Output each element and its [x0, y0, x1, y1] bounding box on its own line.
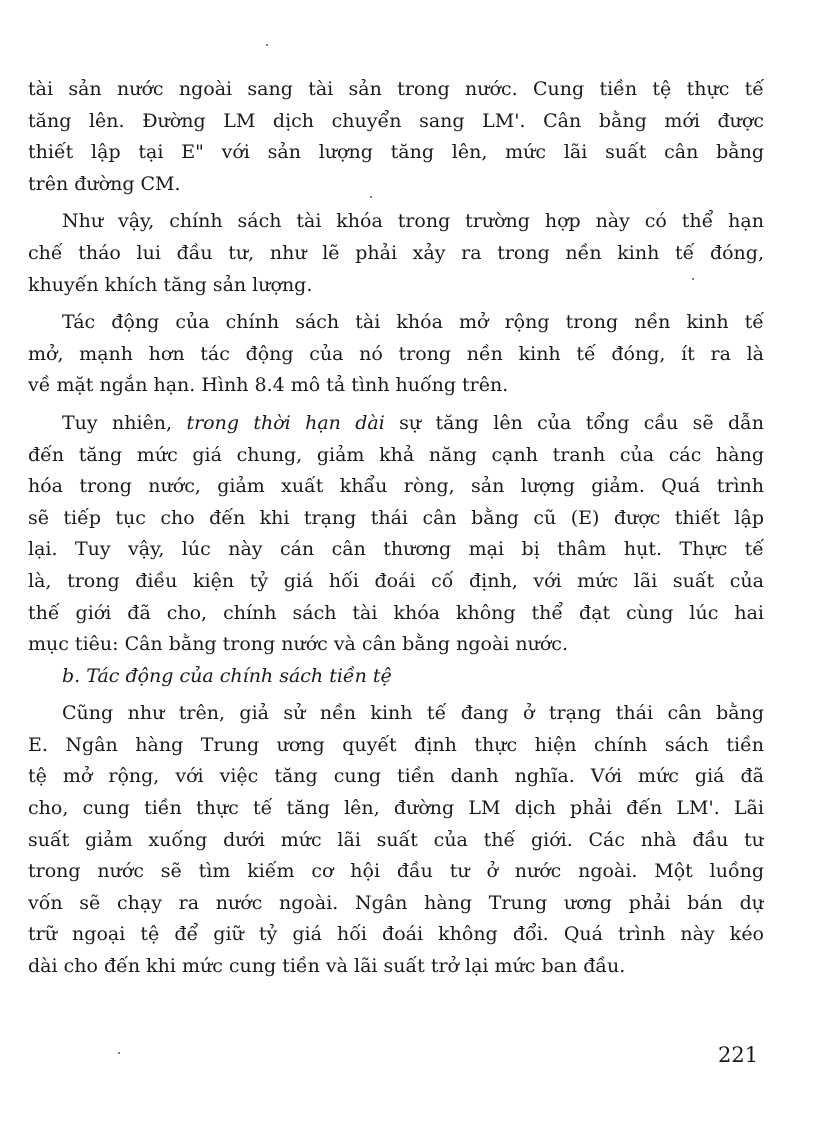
text-line: tăng lên. Đường LM dịch chuyển sang LM'. Cân bằng mới được: [28, 109, 764, 132]
text-line: cho, cung tiền thực tế tăng lên, đường LM dịch phải đến LM'. Lãi: [28, 797, 764, 820]
text-span: sự tăng lên của tổng cầu sẽ dẫn: [384, 411, 764, 434]
paragraph-3: [28, 307, 764, 402]
text-line: là, trong điều kiện tỷ giá hối đoái cố định, với mức lãi suất của: [28, 569, 764, 592]
scan-speck: [370, 196, 372, 198]
paragraph-1: [28, 74, 764, 200]
text-line: vốn sẽ chạy ra nước ngoài. Ngân hàng Trung ương phải bán dự: [28, 891, 764, 914]
text-line: trên đường CM.: [28, 172, 181, 195]
page-number: 221: [718, 1043, 759, 1067]
text-line: trong nước sẽ tìm kiếm cơ hội đầu tư ở nước ngoài. Một luồng: [28, 860, 764, 883]
text-line: hóa trong nước, giảm xuất khẩu ròng, sản lượng giảm. Quá trình: [28, 475, 764, 498]
text-line: Tác động của chính sách tài khóa mở rộng trong nền kinh tế: [62, 311, 764, 334]
text-line: về mặt ngắn hạn. Hình 8.4 mô tả tình huống trên.: [28, 374, 509, 397]
paragraph-4: [28, 408, 764, 661]
paragraph-2: [28, 206, 764, 301]
italic-emphasis: trong thời hạn dài: [186, 411, 385, 434]
text-line: tệ mở rộng, với việc tăng cung tiền danh nghĩa. Với mức giá đã: [28, 765, 764, 788]
text-line: mục tiêu: Cân bằng trong nước và cân bằng ngoài nước.: [28, 633, 568, 656]
page-body: [28, 74, 764, 983]
text-line: tài sản nước ngoài sang tài sản trong nước. Cung tiền tệ thực tế: [28, 78, 764, 100]
text-line: trữ ngoại tệ để giữ tỷ giá hối đoái không đổi. Quá trình này kéo: [28, 923, 764, 946]
text-line: thiết lập tại E" với sản lượng tăng lên, mức lãi suất cân bằng: [28, 141, 764, 164]
text-span: Tuy nhiên,: [62, 411, 187, 434]
section-heading: b. Tác động của chính sách tiền tệ: [62, 664, 392, 687]
text-line: dài cho đến khi mức cung tiền và lãi suất trở lại mức ban đầu.: [28, 955, 626, 978]
text-line-mixed: [28, 408, 764, 440]
text-line: chế tháo lui đầu tư, như lẽ phải xảy ra trong nền kinh tế đóng,: [28, 241, 764, 264]
scan-speck: [692, 278, 694, 280]
text-line: Cũng như trên, giả sử nền kinh tế đang ở trạng thái cân bằng: [62, 702, 764, 725]
text-line: thế giới đã cho, chính sách tài khóa không thể đạt cùng lúc hai: [28, 601, 764, 624]
text-line: sẽ tiếp tục cho đến khi trạng thái cân bằng cũ (E) được thiết lập: [28, 506, 764, 529]
scan-speck: [118, 1052, 120, 1054]
text-line: khuyến khích tăng sản lượng.: [28, 273, 313, 296]
paragraph-5: [28, 698, 764, 982]
text-line: lại. Tuy vậy, lúc này cán cân thương mại bị thâm hụt. Thực tế: [28, 538, 764, 561]
text-line: đến tăng mức giá chung, giảm khả năng cạnh tranh của các hàng: [28, 443, 764, 466]
text-line: E. Ngân hàng Trung ương quyết định thực hiện chính sách tiền: [28, 733, 764, 756]
text-line: Như vậy, chính sách tài khóa trong trường hợp này có thể hạn: [62, 210, 764, 233]
text-line: suất giảm xuống dưới mức lãi suất của thế giới. Các nhà đầu tư: [28, 828, 764, 851]
scan-speck: [266, 44, 268, 46]
text-line: mở, mạnh hơn tác động của nó trong nền kinh tế đóng, ít ra là: [28, 342, 764, 365]
